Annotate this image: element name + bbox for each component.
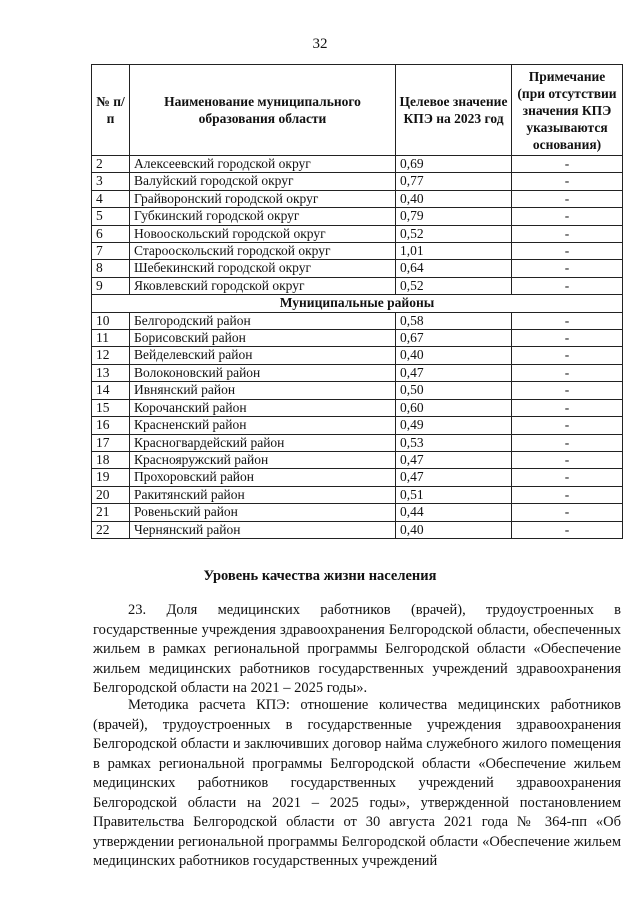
cell-note: -: [512, 277, 623, 294]
table-row: [92, 173, 623, 190]
cell-num: 13: [92, 364, 130, 381]
cell-value: 0,53: [396, 434, 512, 451]
cell-name: Волоконовский район: [130, 364, 396, 381]
cell-num: 12: [92, 347, 130, 364]
cell-note: -: [512, 399, 623, 416]
paragraph-1: 23. Доля медицинских работников (врачей), трудоустроенных в государственные учреждения здравоохранения Белгородской области, обеспеченных жильем в рамках региональной программы Белгородской области «Обеспечение жильем медицинских работников государственных учреждений здравоохранения Белгородской области на 2021 – 2025 годы».: [93, 602, 621, 696]
table-row: [92, 451, 623, 468]
table-row: [92, 208, 623, 225]
cell-num: 17: [92, 434, 130, 451]
cell-name: Валуйский городской округ: [130, 173, 396, 190]
cell-name: Губкинский городской округ: [130, 208, 396, 225]
cell-note: -: [512, 364, 623, 381]
table-body-urban: [92, 156, 623, 295]
table-row: [92, 399, 623, 416]
cell-num: 11: [92, 330, 130, 347]
header-name: Наименование муниципального образования области: [130, 65, 396, 156]
cell-value: 0,60: [396, 399, 512, 416]
header-value: Целевое значение КПЭ на 2023 год: [396, 65, 512, 156]
cell-name: Ровеньский район: [130, 504, 396, 521]
cell-value: 0,77: [396, 173, 512, 190]
table-row: [92, 330, 623, 347]
cell-value: 0,52: [396, 277, 512, 294]
cell-name: Шебекинский городской округ: [130, 260, 396, 277]
table-row: [92, 434, 623, 451]
cell-value: 0,64: [396, 260, 512, 277]
cell-name: Прохоровский район: [130, 469, 396, 486]
table-row: [92, 277, 623, 294]
cell-note: -: [512, 417, 623, 434]
cell-num: 4: [92, 190, 130, 207]
cell-value: 0,52: [396, 225, 512, 242]
cell-num: 5: [92, 208, 130, 225]
table-row: [92, 225, 623, 242]
table-row: [92, 486, 623, 503]
cell-value: 0,49: [396, 417, 512, 434]
cell-value: 0,69: [396, 156, 512, 173]
cell-name: Чернянский район: [130, 521, 396, 538]
header-num: № п/п: [92, 65, 130, 156]
cell-value: 0,47: [396, 451, 512, 468]
cell-value: 0,40: [396, 347, 512, 364]
cell-num: 20: [92, 486, 130, 503]
cell-num: 22: [92, 521, 130, 538]
cell-name: Грайворонский городской округ: [130, 190, 396, 207]
table-row: [92, 156, 623, 173]
cell-value: 0,40: [396, 521, 512, 538]
cell-note: -: [512, 243, 623, 260]
cell-value: 0,50: [396, 382, 512, 399]
table-row: [92, 504, 623, 521]
cell-note: -: [512, 451, 623, 468]
cell-num: 6: [92, 225, 130, 242]
section-heading: Уровень качества жизни населения: [203, 568, 437, 584]
cell-note: -: [512, 190, 623, 207]
cell-value: 0,47: [396, 364, 512, 381]
cell-num: 16: [92, 417, 130, 434]
cell-value: 0,51: [396, 486, 512, 503]
cell-num: 21: [92, 504, 130, 521]
cell-value: 0,58: [396, 312, 512, 329]
cell-note: -: [512, 312, 623, 329]
paragraph-2: Методика расчета КПЭ: отношение количества медицинских работников (врачей), трудоустроенных в государственные учреждения здравоохранения Белгородской области и заключивших договор найма служебного жилого помещения в рамках региональной программы Белгородской области «Обеспечение жильем медицинских работников государственных учреждений здравоохранения Белгородской области на 2021 – 2025 годы», утвержденной постановлением Правительства Белгородской области от 30 августа 2021 года № 364-пп «Об утверждении региональной программы Белгородской области «Обеспечение жильем медицинских работников государственных учреждений: [93, 697, 621, 869]
cell-name: Ивнянский район: [130, 382, 396, 399]
cell-note: -: [512, 434, 623, 451]
cell-name: Алексеевский городской округ: [130, 156, 396, 173]
cell-note: -: [512, 486, 623, 503]
table-row: [92, 521, 623, 538]
table-row: [92, 417, 623, 434]
cell-value: 0,44: [396, 504, 512, 521]
cell-value: 0,47: [396, 469, 512, 486]
table-row: [92, 243, 623, 260]
cell-note: -: [512, 173, 623, 190]
cell-num: 15: [92, 399, 130, 416]
kpe-table: [91, 64, 623, 539]
table-row: [92, 190, 623, 207]
cell-note: -: [512, 504, 623, 521]
cell-note: -: [512, 260, 623, 277]
cell-note: -: [512, 330, 623, 347]
cell-num: 7: [92, 243, 130, 260]
page-number: 32: [312, 36, 328, 52]
table-row: [92, 469, 623, 486]
cell-note: -: [512, 469, 623, 486]
section-row: [92, 295, 623, 312]
cell-name: Яковлевский городской округ: [130, 277, 396, 294]
cell-name: Новооскольский городской округ: [130, 225, 396, 242]
cell-value: 0,67: [396, 330, 512, 347]
table-row: [92, 260, 623, 277]
cell-name: Белгородский район: [130, 312, 396, 329]
cell-note: -: [512, 382, 623, 399]
cell-name: Старооскольский городской округ: [130, 243, 396, 260]
cell-note: -: [512, 521, 623, 538]
table-body-districts: [92, 312, 623, 538]
cell-name: Красногвардейский район: [130, 434, 396, 451]
table-row: [92, 312, 623, 329]
cell-num: 3: [92, 173, 130, 190]
table-header-row: [92, 65, 623, 156]
cell-name: Красненский район: [130, 417, 396, 434]
cell-value: 0,40: [396, 190, 512, 207]
cell-note: -: [512, 347, 623, 364]
cell-num: 18: [92, 451, 130, 468]
cell-note: -: [512, 225, 623, 242]
table-row: [92, 347, 623, 364]
cell-value: 1,01: [396, 243, 512, 260]
cell-name: Краснояружский район: [130, 451, 396, 468]
cell-value: 0,79: [396, 208, 512, 225]
cell-num: 14: [92, 382, 130, 399]
table-row: [92, 382, 623, 399]
header-note: Примечание (при отсутствии значения КПЭ указываются основания): [512, 65, 623, 156]
cell-name: Корочанский район: [130, 399, 396, 416]
cell-note: -: [512, 208, 623, 225]
cell-num: 2: [92, 156, 130, 173]
cell-num: 9: [92, 277, 130, 294]
cell-num: 8: [92, 260, 130, 277]
table-row: [92, 364, 623, 381]
cell-name: Ракитянский район: [130, 486, 396, 503]
cell-name: Борисовский район: [130, 330, 396, 347]
cell-name: Вейделевский район: [130, 347, 396, 364]
cell-note: -: [512, 156, 623, 173]
cell-num: 19: [92, 469, 130, 486]
cell-num: 10: [92, 312, 130, 329]
table-section: [92, 295, 623, 312]
section-title: Муниципальные районы: [92, 295, 623, 312]
